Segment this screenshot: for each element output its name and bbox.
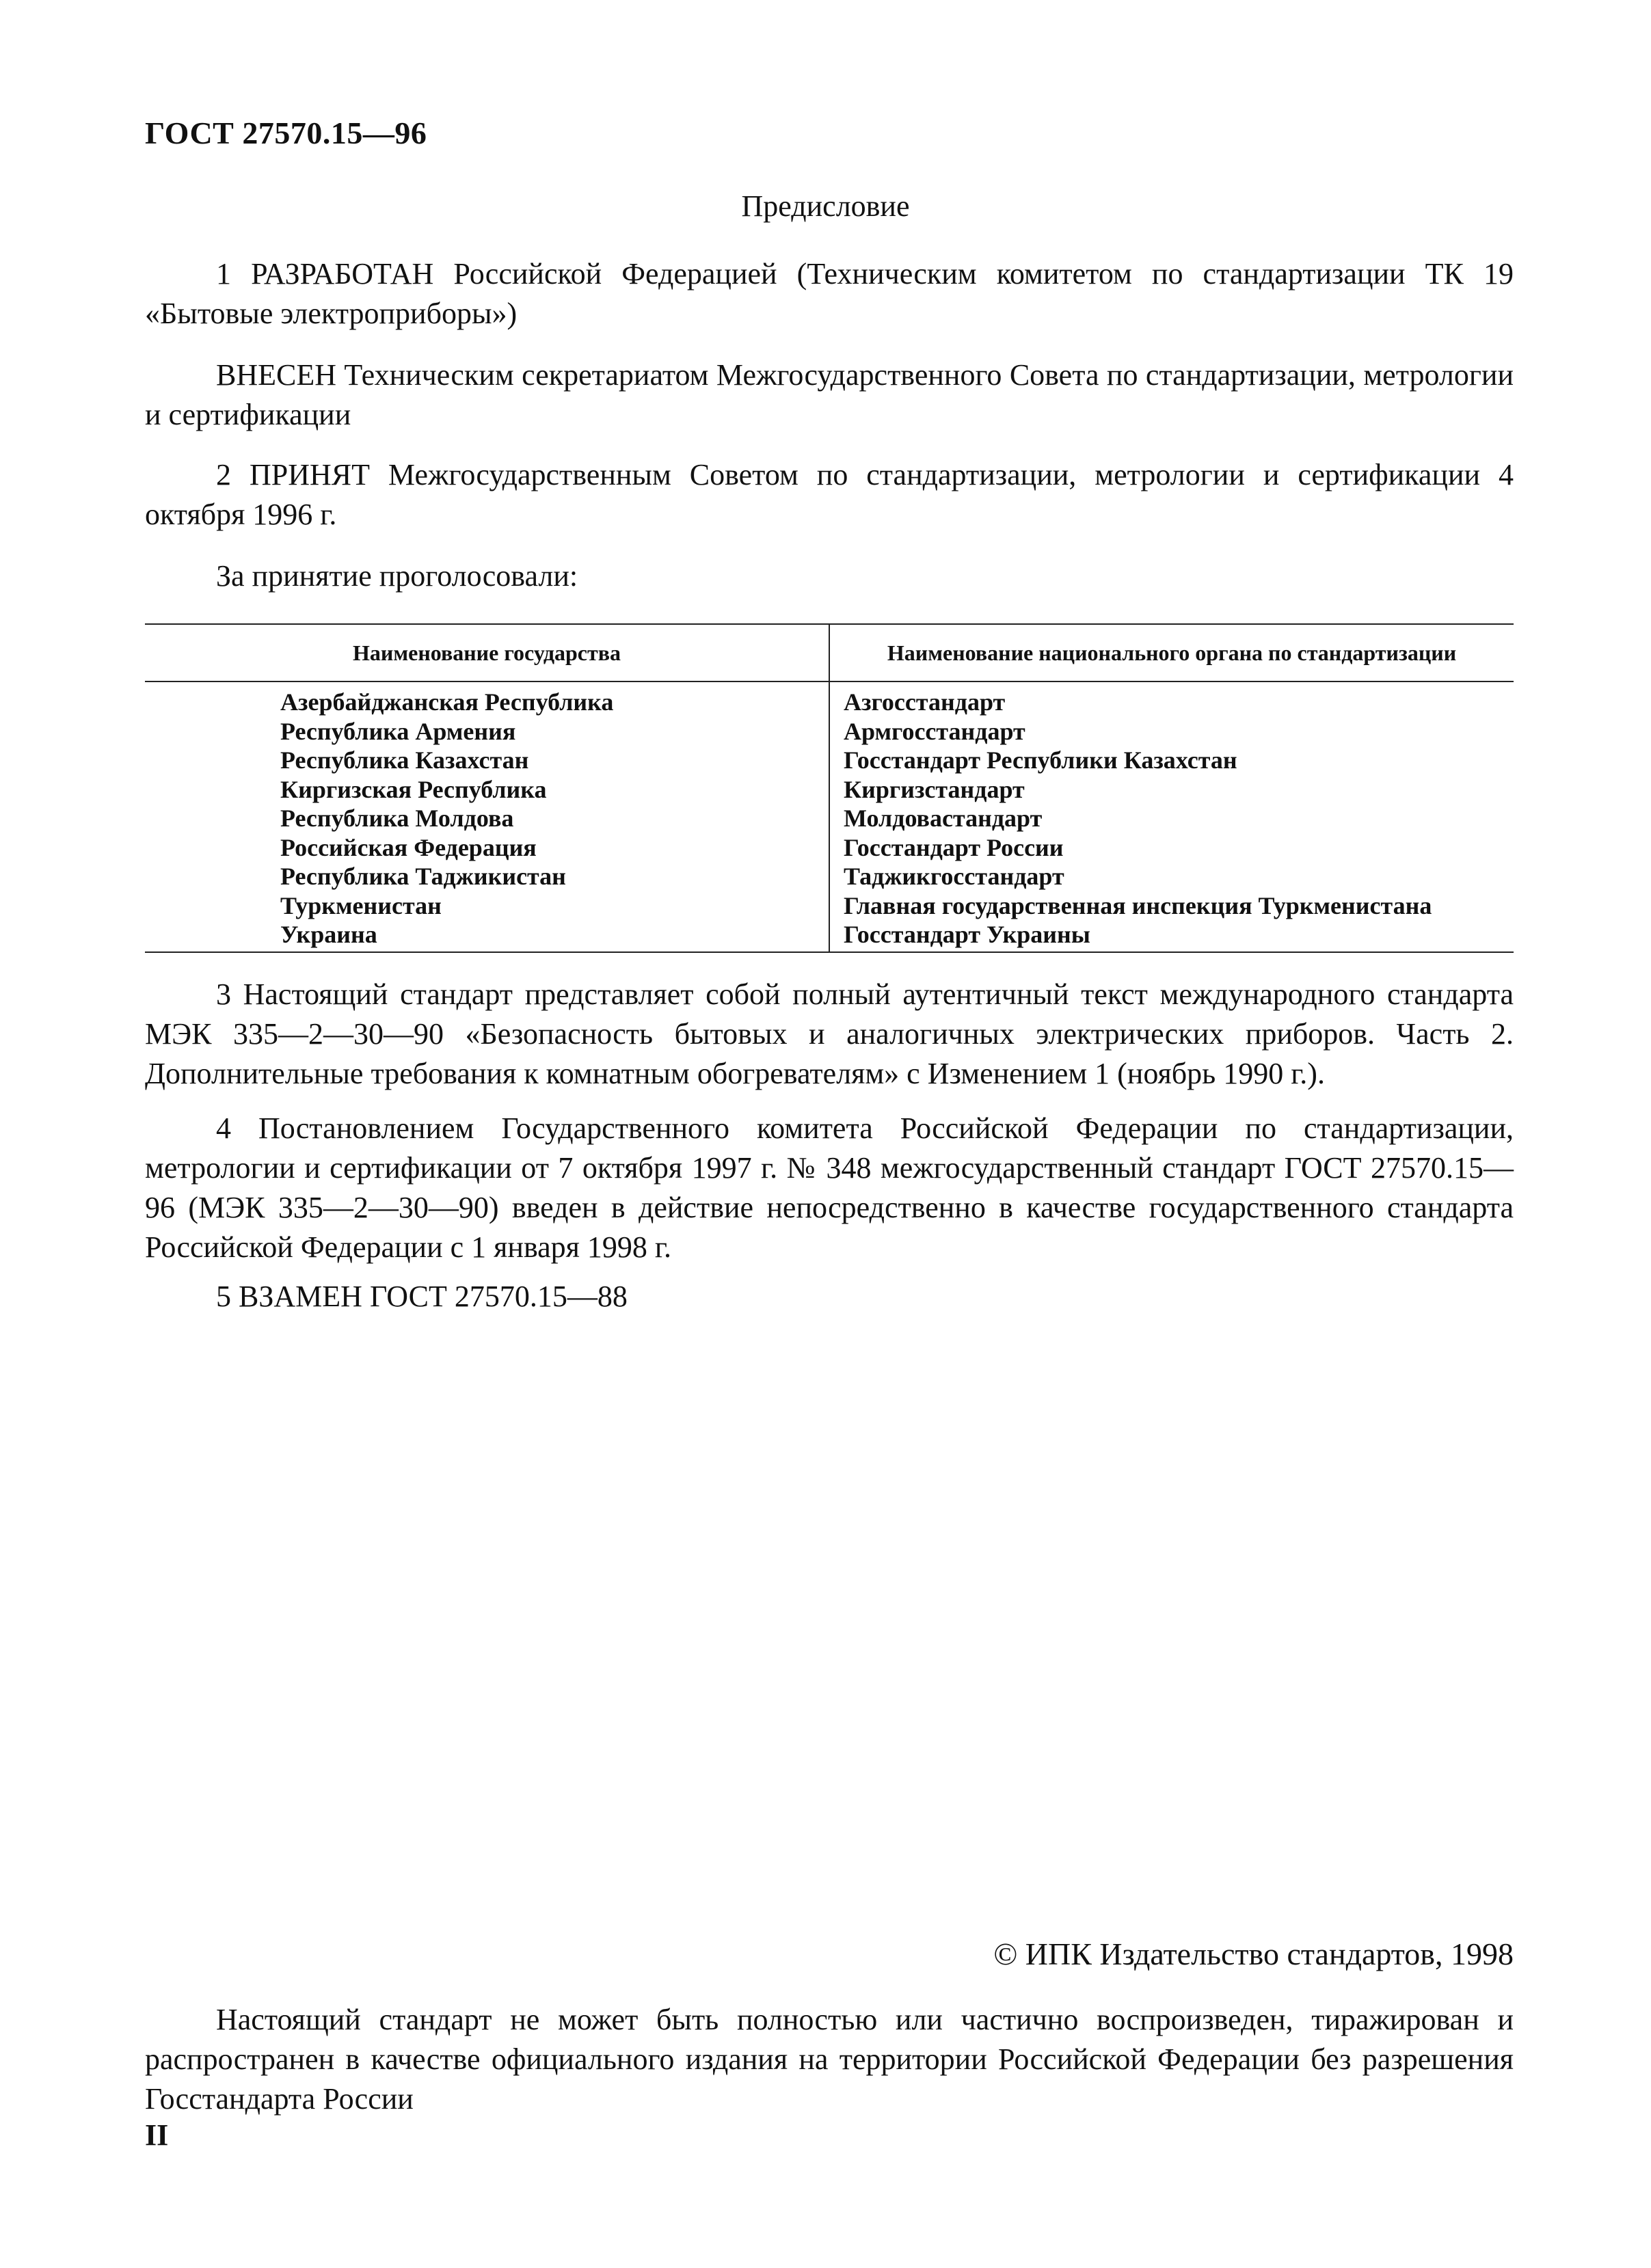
table-cell-body: Киргизстандарт <box>844 775 1025 803</box>
table-cell-body: Госстандарт Украины <box>844 921 1090 948</box>
table-cell-state: Республика Молдова <box>280 805 514 832</box>
page-title: Предисловие <box>741 189 910 223</box>
paragraph-authentic-text: 3 Настоящий стандарт представляет собой полный аутентичный текст международного стандарта МЭК 335—2—30—90 «Безопасность бытовых и аналогичных электрических приборов. Часть 2. Дополнительные требования к комнатным обогревателям» с Изменением 1 (ноябрь 1990 г.). <box>145 977 1514 1090</box>
paragraph-resolution: 4 Постановлением Государственного комитета Российской Федерации по стандартизации, метрологии и сертификации от 7 октября 1997 г. № 348 межгосударственный стандарт ГОСТ 27570.15—96 (МЭК 335—2—30—90) введен в действие непосредственно в качестве государственного стандарта Российской Федерации с 1 января 1998 г. <box>145 1111 1514 1264</box>
state-column <box>280 688 820 949</box>
reproduction-notice: Настоящий стандарт не может быть полностью или частично воспроизведен, тиражирован и распространен в качестве официального издания на территории Российской Федерации без разрешения Госстандарта России <box>145 2003 1514 2116</box>
table-cell-state: Азербайджанская Республика <box>280 688 614 716</box>
table-cell-state: Туркменистан <box>280 891 442 919</box>
voted-caption: За принятие проголосовали: <box>216 559 578 593</box>
page-number: II <box>145 2118 169 2152</box>
paragraph-developed: 1 РАЗРАБОТАН Российской Федерацией (Техническим комитетом по стандартизации ТК 19 «Бытовые электроприборы») <box>145 257 1514 330</box>
paragraph-replaces: 5 ВЗАМЕН ГОСТ 27570.15—88 <box>216 1280 628 1313</box>
table-cell-body: Азгосстандарт <box>844 688 1006 716</box>
copyright-line: © ИПК Издательство стандартов, 1998 <box>993 1936 1514 1971</box>
paragraph-introduced: ВНЕСЕН Техническим секретариатом Межгосударственного Совета по стандартизации, метрологии и сертификации <box>145 358 1514 431</box>
table-cell-state: Республика Армения <box>280 717 516 745</box>
table-cell-state: Украина <box>280 921 377 948</box>
table-cell-state: Республика Таджикистан <box>280 863 566 890</box>
voting-table <box>145 623 1514 953</box>
paragraph-adopted: 2 ПРИНЯТ Межгосударственным Советом по стандартизации, метрологии и сертификации 4 октября 1996 г. <box>145 458 1514 531</box>
table-header-state: Наименование государства <box>352 640 621 665</box>
standards-body-column <box>844 688 1510 949</box>
table-cell-body: Госстандарт России <box>844 833 1064 861</box>
table-header-body: Наименование национального органа по стандартизации <box>887 640 1457 665</box>
table-cell-body: Армгосстандарт <box>844 717 1025 745</box>
table-cell-state: Киргизская Республика <box>280 775 547 803</box>
table-cell-body: Молдовастандарт <box>844 805 1043 832</box>
table-header-divider <box>145 681 1514 682</box>
table-cell-state: Российская Федерация <box>280 833 537 861</box>
table-cell-body: Таджикгосстандарт <box>844 863 1064 890</box>
table-cell-state: Республика Казахстан <box>280 746 529 774</box>
table-cell-body: Госстандарт Республики Казахстан <box>844 746 1237 774</box>
document-header: ГОСТ 27570.15—96 <box>145 116 427 150</box>
table-cell-body: Главная государственная инспекция Туркменистана <box>844 891 1432 919</box>
